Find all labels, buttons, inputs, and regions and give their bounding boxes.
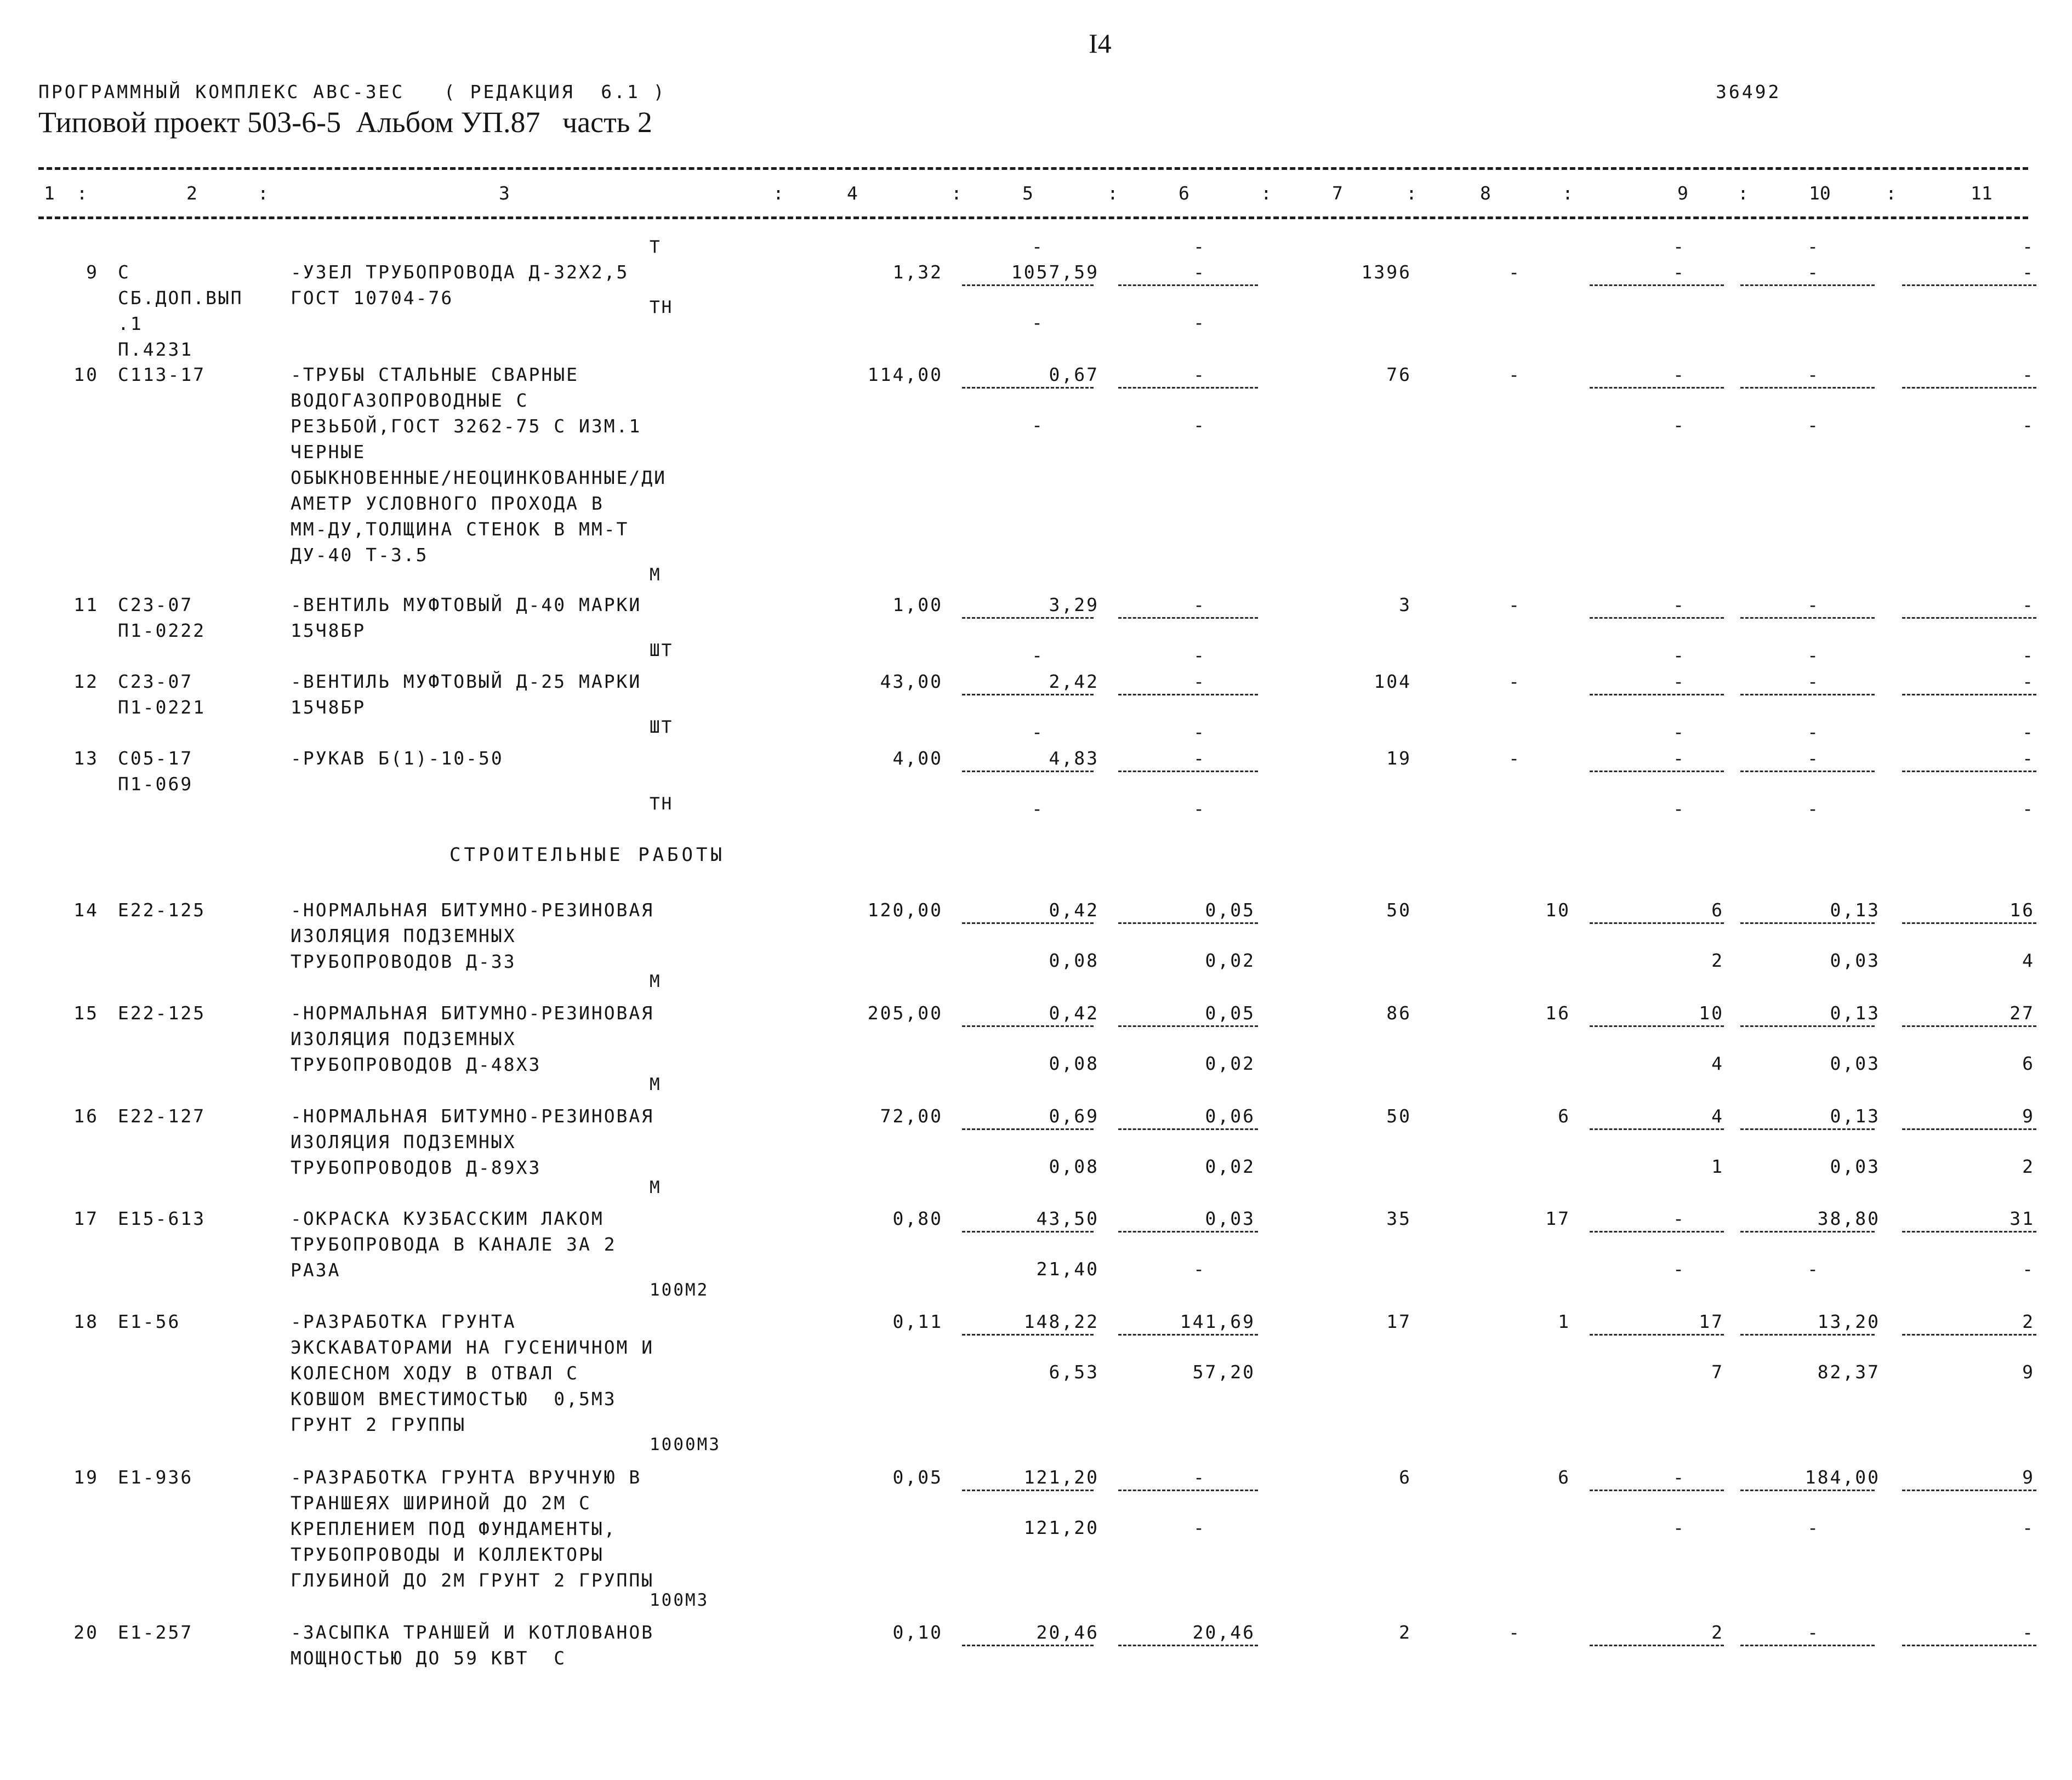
item-name: -УЗЕЛ ТРУБОПРОВОДА Д-32Х2,5 ГОСТ 10704-76 [291,261,629,309]
cell-separator [962,617,1094,619]
value-col8: 10 [1545,899,1570,921]
unit-label: ШТ [650,641,674,660]
item-name: -НОРМАЛЬНАЯ БИТУМНО-РЕЗИНОВАЯ ИЗОЛЯЦИЯ ПОДЗЕМНЫХ ТРУБОПРОВОДОВ Д-33 [291,899,654,972]
value-col9-sub: - [1673,798,1686,819]
value-col11-sub: - [2022,1517,2035,1538]
value-col10-sub: - [1807,1258,1820,1280]
program-title: ПРОГРАММНЫЙ КОМПЛЕКС АВС-ЗЕС ( РЕДАКЦИЯ 6.1 ) [38,81,667,102]
value-col5: 1057,59 [1011,261,1099,283]
cell-separator [962,284,1094,286]
value-col6: - [1193,261,1206,283]
value-col8: 17 [1545,1208,1570,1229]
column-header: : [258,182,269,204]
item-name: -ТРУБЫ СТАЛЬНЫЕ СВАРНЫЕ ВОДОГАЗОПРОВОДНЫЕ С РЕЗЬБОЙ,ГОСТ 3262-75 С ИЗМ.1 ЧЕРНЫЕ ОБЫКНОВЕННЫЕ/НЕОЦИНКОВАННЫЕ/ДИ АМЕТР УСЛОВНОГО ПРОХОДА В ММ-ДУ,ТОЛЩИНА СТЕНОК В ММ-Т ДУ-40 Т-3.5 [291,364,667,566]
item-code: Е1-56 [118,1311,181,1332]
value-col11: - [2022,671,2035,692]
value-col6: 20,46 [1192,1622,1255,1643]
value-col9: 6 [1711,899,1724,921]
unit-label: М [650,972,662,991]
value-col4: 205,00 [867,1002,943,1024]
column-header: 5 [1022,182,1033,204]
value-col10: - [1807,1622,1820,1643]
column-header: 6 [1179,182,1189,204]
item-name: -ВЕНТИЛЬ МУФТОВЫЙ Д-25 МАРКИ 15Ч8БР [291,671,642,718]
value-col8: - [1509,364,1521,385]
value-col7: 86 [1386,1002,1411,1024]
value-col4: 72,00 [880,1105,943,1127]
item-code: С05-17 П1-069 [118,748,193,795]
item-code: Е22-125 [118,899,206,921]
value-col5-sub: 0,08 [1049,1053,1099,1074]
value-col5: 20,46 [1036,1622,1099,1643]
value-col10-sub: 0,03 [1830,1053,1880,1074]
value-col5: 0,67 [1049,364,1099,385]
value-col4: 0,80 [892,1208,943,1229]
value-col9-sub: - [1673,1517,1686,1538]
value-col7: 50 [1386,899,1411,921]
value-col8: - [1509,1622,1521,1643]
value-col8: - [1509,748,1521,769]
value-col10: - [1807,261,1820,283]
value-col11: 9 [2022,1467,2035,1488]
row-number: 19 [73,1467,99,1488]
value-col6: - [1193,364,1206,385]
cell-separator [1740,284,1875,286]
cell-separator [1740,617,1875,619]
column-header: : [1261,182,1272,204]
value-col11-sub: 4 [2022,950,2035,971]
value-col11-sub: 6 [2022,1053,2035,1074]
cell-separator [1118,1231,1258,1233]
value-col6: - [1193,748,1206,769]
cell-separator [1118,1334,1258,1336]
value-col11-pre: - [2022,236,2035,257]
value-col4: 1,32 [892,261,943,283]
value-col9: - [1673,1208,1686,1229]
value-col5-sub: - [1032,644,1044,666]
cell-separator [1118,922,1258,924]
cell-separator [1590,771,1724,772]
value-col6-pre: - [1193,236,1206,257]
value-col9: - [1673,1467,1686,1488]
value-col9: - [1673,594,1686,615]
cell-separator [1902,694,2036,695]
column-header: : [1562,182,1573,204]
cell-separator [1740,1231,1875,1233]
row-number: 18 [73,1311,99,1332]
value-col5-sub: - [1032,414,1044,436]
value-col6: 0,05 [1205,899,1255,921]
cell-separator [1590,284,1724,286]
row-number: 16 [73,1105,99,1127]
column-header: 3 [499,182,510,204]
value-col10-sub: - [1807,721,1820,743]
value-col6-sub: - [1193,644,1206,666]
item-code: Е15-613 [118,1208,206,1229]
item-code: С113-17 [118,364,206,385]
value-col7: 1396 [1361,261,1411,283]
value-col10: 0,13 [1830,899,1880,921]
value-col8: 16 [1545,1002,1570,1024]
value-col6-sub: 0,02 [1205,1053,1255,1074]
row-number: 9 [86,261,99,283]
value-col10: 13,20 [1817,1311,1880,1332]
cell-separator [1902,1645,2036,1646]
value-col9: - [1673,748,1686,769]
value-col5: 0,42 [1049,1002,1099,1024]
value-col5: 148,22 [1023,1311,1099,1332]
value-col4: 0,11 [892,1311,943,1332]
cell-separator [1590,1490,1724,1491]
cell-separator [962,1231,1094,1233]
value-col4: 1,00 [892,594,943,615]
item-name: -РУКАВ Б(1)-10-50 [291,748,504,769]
cell-separator [1902,922,2036,924]
value-col9-sub: 2 [1711,950,1724,971]
value-col10-sub: 82,37 [1817,1361,1880,1383]
row-number: 17 [73,1208,99,1229]
unit-label: 100М3 [650,1590,709,1610]
value-col11: - [2022,1622,2035,1643]
value-col7: 76 [1386,364,1411,385]
column-header: : [1406,182,1417,204]
cell-separator [1902,617,2036,619]
cell-separator [1590,1231,1724,1233]
unit-label: 100М2 [650,1280,709,1300]
value-col5: 2,42 [1049,671,1099,692]
value-col4: 0,05 [892,1467,943,1488]
value-col9-pre: - [1673,236,1686,257]
value-col5: 4,83 [1049,748,1099,769]
item-code: С23-07 П1-0221 [118,671,206,718]
column-header: 11 [1971,182,1993,204]
cell-separator [1590,694,1724,695]
value-col4: 0,10 [892,1622,943,1643]
column-header: 8 [1480,182,1491,204]
value-col6: 141,69 [1180,1311,1255,1332]
cell-separator [1118,387,1258,389]
value-col8: 6 [1558,1105,1570,1127]
value-col5-sub: - [1032,798,1044,819]
cell-separator [1590,617,1724,619]
cell-separator [1740,1334,1875,1336]
item-code: Е1-936 [118,1467,193,1488]
value-col5: 121,20 [1023,1467,1099,1488]
cell-separator [962,694,1094,695]
value-col7: 3 [1399,594,1411,615]
value-col5-pre: - [1032,236,1044,257]
value-col4: 4,00 [892,748,943,769]
cell-separator [1118,1490,1258,1491]
cell-separator [1590,1128,1724,1130]
value-col7: 17 [1386,1311,1411,1332]
value-col7: 50 [1386,1105,1411,1127]
item-name: -ЗАСЫПКА ТРАНШЕЙ И КОТЛОВАНОВ МОЩНОСТЬЮ ДО 59 КВТ С [291,1622,654,1669]
cell-separator [962,1645,1094,1646]
value-col10: - [1807,671,1820,692]
value-col5-sub: - [1032,312,1044,333]
value-col7: 19 [1386,748,1411,769]
value-col9: 2 [1711,1622,1724,1643]
cell-separator [1118,1025,1258,1027]
value-col6-sub: - [1193,721,1206,743]
value-col9: - [1673,671,1686,692]
cell-separator [1590,922,1724,924]
value-col4: 120,00 [867,899,943,921]
item-name: -ВЕНТИЛЬ МУФТОВЫЙ Д-40 МАРКИ 15Ч8БР [291,594,642,641]
value-col11: 31 [2010,1208,2035,1229]
value-col9: 17 [1699,1311,1724,1332]
value-col10-pre: - [1807,236,1820,257]
value-col10: 0,13 [1830,1002,1880,1024]
value-col9-sub: 1 [1711,1156,1724,1177]
item-code: Е22-127 [118,1105,206,1127]
value-col11: 2 [2022,1311,2035,1332]
row-number: 14 [73,899,99,921]
value-col11: - [2022,748,2035,769]
cell-separator [962,387,1094,389]
value-col9-sub: - [1673,414,1686,436]
value-col5: 43,50 [1036,1208,1099,1229]
value-col6-sub: - [1193,798,1206,819]
value-col9-sub: 4 [1711,1053,1724,1074]
cell-separator [962,1334,1094,1336]
cell-separator [1902,1025,2036,1027]
value-col6-sub: - [1193,1517,1206,1538]
column-header: : [1738,182,1749,204]
header-rule-top [38,167,2028,170]
cell-separator [1740,922,1875,924]
row-number: 11 [73,594,99,615]
value-col5-sub: 0,08 [1049,950,1099,971]
cell-separator [1902,1231,2036,1233]
cell-separator [1118,617,1258,619]
header-rule-bottom [38,216,2028,219]
value-col7: 104 [1374,671,1411,692]
value-col10-sub: - [1807,1517,1820,1538]
value-col11-sub: - [2022,644,2035,666]
cell-separator [1740,387,1875,389]
cell-separator [1590,1334,1724,1336]
value-col6: - [1193,594,1206,615]
row-number: 15 [73,1002,99,1024]
cell-separator [1740,1128,1875,1130]
value-col10: - [1807,594,1820,615]
cell-separator [1740,694,1875,695]
value-col11-sub: - [2022,1258,2035,1280]
project-title: Типовой проект 503-6-5 Альбом УП.87 часть 2 [38,106,652,139]
item-code: Е22-125 [118,1002,206,1024]
value-col9: - [1673,261,1686,283]
value-col8: 1 [1558,1311,1570,1332]
column-header: 1 : [44,182,88,204]
page-number: I4 [1089,28,1112,59]
value-col5: 3,29 [1049,594,1099,615]
value-col4: 114,00 [867,364,943,385]
value-col10: 38,80 [1817,1208,1880,1229]
cell-separator [1902,1334,2036,1336]
column-header: 10 [1809,182,1831,204]
column-header: : [951,182,962,204]
row-number: 10 [73,364,99,385]
value-col9: - [1673,364,1686,385]
column-header: : [1886,182,1897,204]
column-header: : [773,182,784,204]
value-col6-sub: 0,02 [1205,950,1255,971]
value-col6-sub: - [1193,312,1206,333]
value-col9: 4 [1711,1105,1724,1127]
unit-label: Т [650,237,662,257]
value-col5: 0,69 [1049,1105,1099,1127]
value-col9: 10 [1699,1002,1724,1024]
column-header: 2 [186,182,197,204]
document-number: 36492 [1716,81,1781,102]
cell-separator [1740,1025,1875,1027]
value-col4: 43,00 [880,671,943,692]
item-code: С23-07 П1-0222 [118,594,206,641]
value-col11-sub: 9 [2022,1361,2035,1383]
value-col8: - [1509,261,1521,283]
item-code: С СБ.ДОП.ВЫП .1 П.4231 [118,261,243,360]
cell-separator [1590,1025,1724,1027]
value-col6: 0,06 [1205,1105,1255,1127]
cell-separator [1902,771,2036,772]
row-number: 20 [73,1622,99,1643]
column-header: : [1107,182,1118,204]
cell-separator [1740,771,1875,772]
value-col5-sub: 0,08 [1049,1156,1099,1177]
cell-separator [1118,284,1258,286]
item-name: -РАЗРАБОТКА ГРУНТА ЭКСКАВАТОРАМИ НА ГУСЕНИЧНОМ И КОЛЕСНОМ ХОДУ В ОТВАЛ С КОВШОМ ВМЕСТИМОСТЬЮ 0,5М3 ГРУНТ 2 ГРУППЫ [291,1311,654,1435]
cell-separator [962,1490,1094,1491]
value-col11: - [2022,594,2035,615]
column-header: 7 [1332,182,1343,204]
unit-label: 1000М3 [650,1435,721,1454]
value-col8: - [1509,594,1521,615]
value-col6-sub: 57,20 [1192,1361,1255,1383]
value-col6-sub: - [1193,414,1206,436]
value-col10: 0,13 [1830,1105,1880,1127]
value-col11: 27 [2010,1002,2035,1024]
value-col10-sub: - [1807,644,1820,666]
cell-separator [1118,1645,1258,1646]
value-col5-sub: 21,40 [1036,1258,1099,1280]
item-name: -НОРМАЛЬНАЯ БИТУМНО-РЕЗИНОВАЯ ИЗОЛЯЦИЯ ПОДЗЕМНЫХ ТРУБОПРОВОДОВ Д-89Х3 [291,1105,654,1178]
value-col10: - [1807,748,1820,769]
value-col9-sub: - [1673,721,1686,743]
value-col10: - [1807,364,1820,385]
column-header: 4 [847,182,858,204]
unit-label: ТН [650,298,674,317]
cell-separator [1118,694,1258,695]
value-col8: 6 [1558,1467,1570,1488]
row-number: 13 [73,748,99,769]
value-col11: 9 [2022,1105,2035,1127]
cell-separator [1590,1645,1724,1646]
value-col5-sub: - [1032,721,1044,743]
item-name: -ОКРАСКА КУЗБАССКИМ ЛАКОМ ТРУБОПРОВОДА В КАНАЛЕ ЗА 2 РАЗА [291,1208,617,1281]
unit-label: ТН [650,794,674,814]
value-col6: 0,05 [1205,1002,1255,1024]
value-col6-sub: - [1193,1258,1206,1280]
item-name: -НОРМАЛЬНАЯ БИТУМНО-РЕЗИНОВАЯ ИЗОЛЯЦИЯ ПОДЗЕМНЫХ ТРУБОПРОВОДОВ Д-48Х3 [291,1002,654,1075]
value-col11-sub: 2 [2022,1156,2035,1177]
value-col5-sub: 121,20 [1023,1517,1099,1538]
unit-label: ШТ [650,717,674,737]
value-col6: 0,03 [1205,1208,1255,1229]
cell-separator [1118,1128,1258,1130]
value-col7: 35 [1386,1208,1411,1229]
unit-label: М [650,1178,662,1197]
cell-separator [1902,387,2036,389]
cell-separator [962,1128,1094,1130]
value-col9-sub: - [1673,1258,1686,1280]
cell-separator [962,1025,1094,1027]
unit-label: М [650,1075,662,1094]
value-col10-sub: 0,03 [1830,1156,1880,1177]
row-number: 12 [73,671,99,692]
value-col5-sub: 6,53 [1049,1361,1099,1383]
cell-separator [1902,284,2036,286]
value-col8: - [1509,671,1521,692]
value-col6: - [1193,1467,1206,1488]
value-col7: 6 [1399,1467,1411,1488]
cell-separator [1902,1490,2036,1491]
cell-separator [1740,1645,1875,1646]
value-col10-sub: 0,03 [1830,950,1880,971]
value-col9-sub: 7 [1711,1361,1724,1383]
cell-separator [1740,1490,1875,1491]
cell-separator [1118,771,1258,772]
value-col9-sub: - [1673,644,1686,666]
unit-label: М [650,565,662,585]
value-col5: 0,42 [1049,899,1099,921]
value-col6-sub: 0,02 [1205,1156,1255,1177]
value-col11: - [2022,261,2035,283]
cell-separator [1902,1128,2036,1130]
value-col7: 2 [1399,1622,1411,1643]
section-title: СТРОИТЕЛЬНЫЕ РАБОТЫ [449,844,725,866]
cell-separator [962,771,1094,772]
cell-separator [962,922,1094,924]
value-col10-sub: - [1807,798,1820,819]
value-col10: 184,00 [1805,1467,1880,1488]
item-code: Е1-257 [118,1622,193,1643]
value-col11: - [2022,364,2035,385]
value-col11: 16 [2010,899,2035,921]
value-col11-sub: - [2022,721,2035,743]
value-col6: - [1193,671,1206,692]
item-name: -РАЗРАБОТКА ГРУНТА ВРУЧНУЮ В ТРАНШЕЯХ ШИРИНОЙ ДО 2М С КРЕПЛЕНИЕМ ПОД ФУНДАМЕНТЫ, ТРУБОПРОВОДЫ И КОЛЛЕКТОРЫ ГЛУБИНОЙ ДО 2М ГРУНТ 2 ГРУППЫ [291,1467,654,1591]
value-col10-sub: - [1807,414,1820,436]
value-col11-sub: - [2022,414,2035,436]
value-col11-sub: - [2022,798,2035,819]
column-header: 9 [1677,182,1688,204]
cell-separator [1590,387,1724,389]
